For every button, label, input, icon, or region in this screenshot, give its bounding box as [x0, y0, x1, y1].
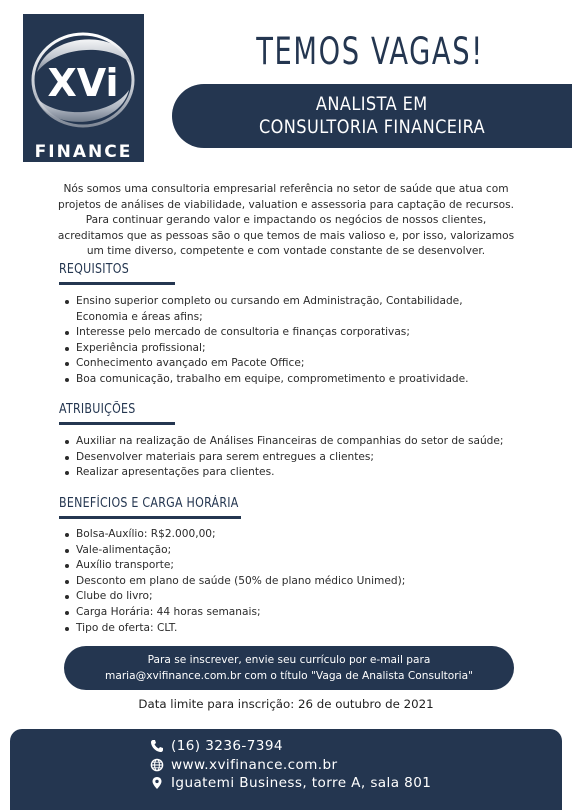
company-logo — [23, 14, 144, 162]
address-text: Iguatemi Business, torre A, sala 801 — [171, 775, 432, 791]
list-item: Experiência profissional; — [64, 341, 469, 357]
location-pin-icon — [150, 776, 164, 790]
list-item: Desconto em plano de saúde (50% de plano médico Unimed); — [64, 574, 405, 590]
headline: TEMOS VAGAS! — [256, 30, 484, 73]
section-title-atribuicoes: ATRIBUIÇÕES — [59, 402, 136, 417]
beneficios-list — [64, 527, 405, 636]
intro-paragraph — [20, 182, 552, 260]
role-line-1: ANALISTA EM — [316, 93, 428, 115]
section-title-beneficios: BENEFÍCIOS E CARGA HORÁRIA — [59, 496, 239, 511]
deadline-text: Data limite para inscrição: 26 de outubro de 2021 — [138, 697, 434, 711]
cta-line: Para se inscrever, envie seu currículo por e-mail para — [147, 654, 431, 666]
list-item-text: Economia e áreas afins; — [76, 310, 203, 323]
list-item-text: Ensino superior completo ou cursando em Administração, Contabilidade, — [76, 295, 463, 307]
intro-line: Para continuar gerando valor e impactando os negócios de nossos clientes, — [85, 214, 487, 226]
phone-number: (16) 3236-7394 — [171, 738, 283, 754]
section-underline — [59, 282, 175, 285]
requisitos-list — [64, 294, 469, 388]
atribuicoes-list — [64, 434, 503, 481]
intro-line: acreditamos que as pessoas são o que temos de mais valioso e, por isso, valorizamos — [57, 229, 515, 242]
role-banner — [172, 84, 572, 148]
logo-word: FINANCE — [34, 142, 133, 162]
intro-line: Nós somos uma consultoria empresarial referência no setor de saúde que atua com — [63, 183, 509, 195]
globe-icon — [150, 758, 164, 772]
contact-address — [150, 775, 431, 791]
role-line-2: CONSULTORIA FINANCEIRA — [258, 116, 486, 138]
cta-email-line[interactable]: maria@xvifinance.com.br com o título "Vaga de Analista Consultoria" — [105, 670, 473, 682]
contact-website[interactable] — [150, 757, 338, 773]
list-item — [64, 294, 469, 325]
list-item: Clube do livro; — [64, 589, 405, 605]
list-item: Conhecimento avançado em Pacote Office; — [64, 356, 469, 372]
list-item: Tipo de oferta: CLT. — [64, 621, 405, 637]
list-item: Auxílio transporte; — [64, 558, 405, 574]
contact-footer — [10, 729, 562, 810]
list-item: Bolsa-Auxílio: R$2.000,00; — [64, 527, 405, 543]
logo-emblem — [23, 14, 144, 139]
section-underline — [59, 422, 175, 425]
intro-line: projetos de análises de viabilidade, valuation e assessoria para captação de recursos. — [58, 198, 514, 211]
logo-mark-text: XVi — [47, 61, 119, 105]
list-item: Interesse pelo mercado de consultoria e finanças corporativas; — [64, 325, 469, 341]
list-item: Desenvolver materiais para serem entregues a clientes; — [64, 450, 503, 466]
contact-phone[interactable] — [150, 738, 283, 754]
phone-icon — [150, 739, 164, 753]
website-url: www.xvifinance.com.br — [171, 757, 338, 773]
list-item: Carga Horária: 44 horas semanais; — [64, 605, 405, 621]
list-item: Vale-alimentação; — [64, 543, 405, 559]
application-instructions — [64, 646, 514, 690]
section-underline — [59, 516, 241, 519]
list-item: Auxiliar na realização de Análises Financeiras de companhias do setor de saúde; — [64, 434, 503, 450]
intro-line: um time diverso, competente e com vontade constante de se desenvolver. — [86, 245, 486, 257]
list-item: Realizar apresentações para clientes. — [64, 465, 503, 481]
list-item: Boa comunicação, trabalho em equipe, comprometimento e proatividade. — [64, 372, 469, 388]
section-title-requisitos: REQUISITOS — [59, 262, 129, 277]
